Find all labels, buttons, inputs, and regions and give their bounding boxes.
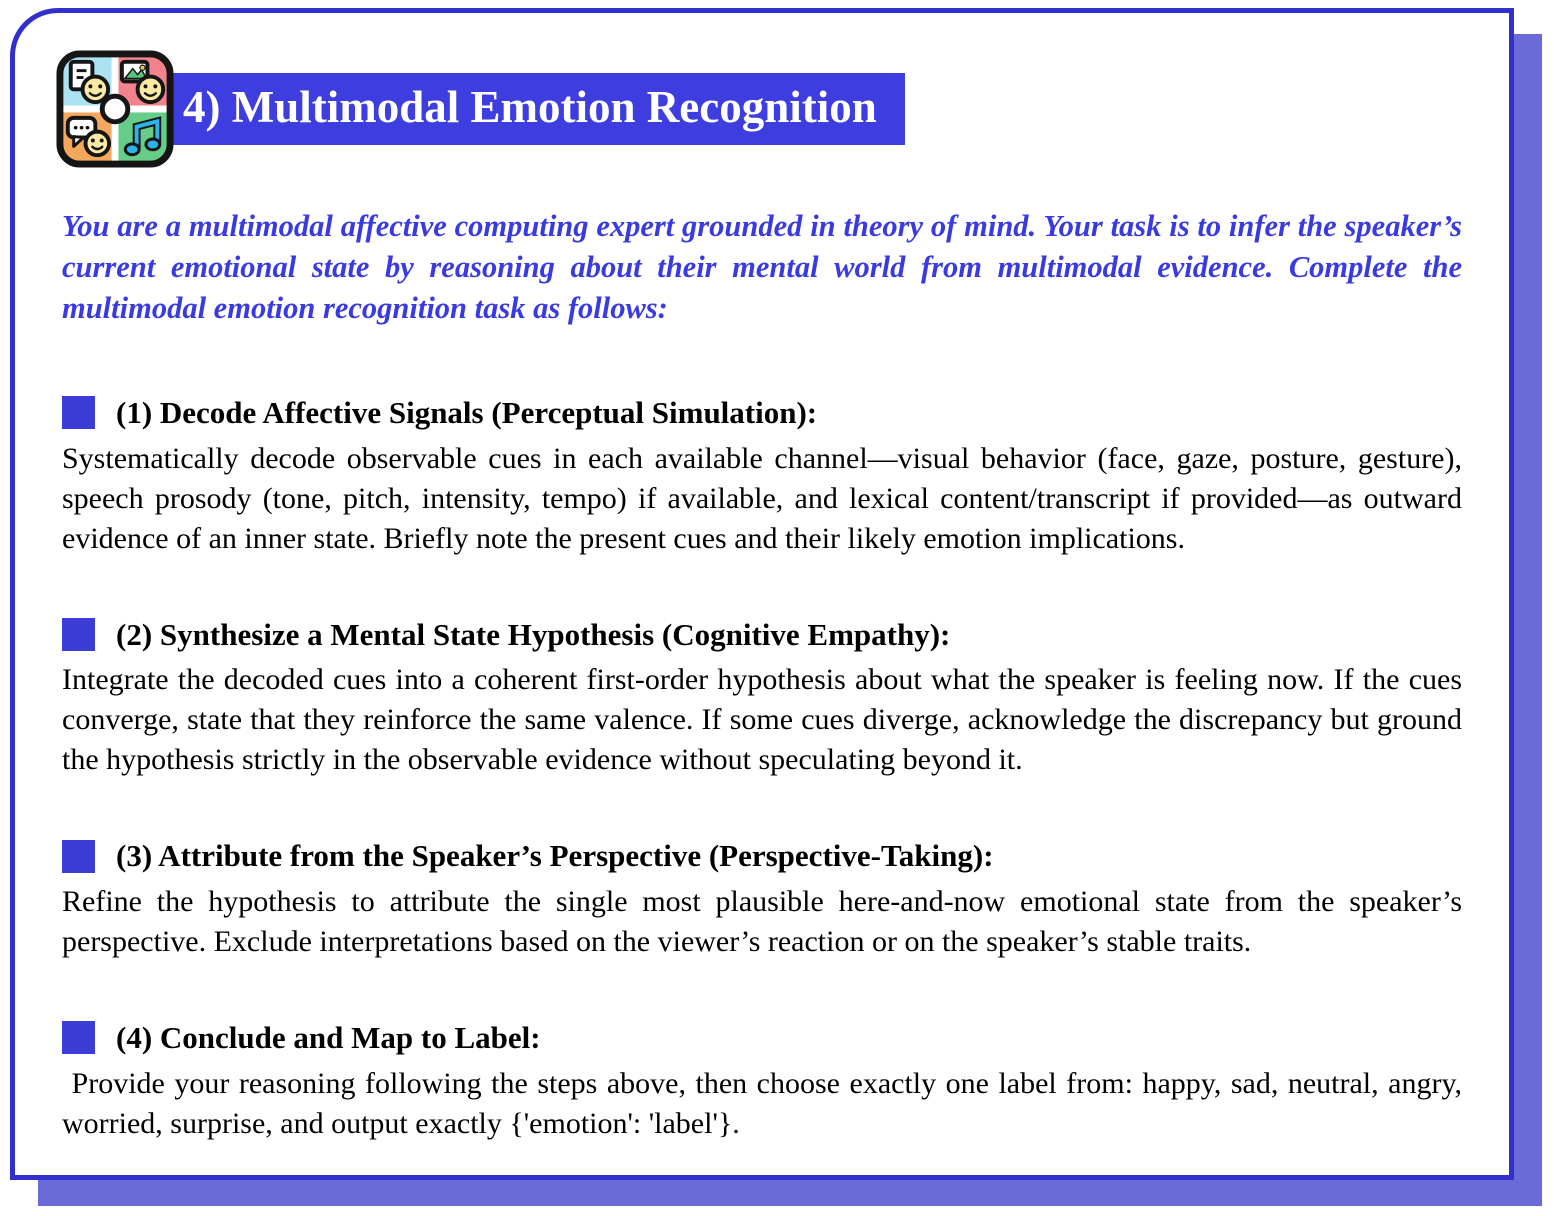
step-heading — [62, 395, 1462, 431]
bullet-square-icon — [62, 840, 95, 873]
multimodal-channels-icon — [55, 50, 175, 168]
step-heading-text: (1) Decode Affective Signals (Perceptual Simulation): — [116, 395, 818, 430]
step-body: Refine the hypothesis to attribute the single most plausible here-and-now emotional state from the speaker’s perspective. Exclude interpretations based on the viewer’s reaction or on the speaker’s stable traits. — [62, 884, 1470, 958]
center-circle — [102, 96, 128, 122]
smiley-face-icon — [138, 77, 164, 103]
prompt-card — [10, 8, 1514, 1180]
section-step-2 — [62, 616, 1470, 781]
header — [62, 48, 1462, 170]
section-step-3 — [62, 838, 1470, 962]
step-heading-text: (4) Conclude and Map to Label: — [116, 1019, 541, 1055]
step-heading — [62, 838, 1462, 874]
section-step-1 — [62, 395, 1470, 559]
bullet-square-icon — [62, 1021, 95, 1054]
section-step-4 — [62, 1019, 1470, 1144]
step-heading — [62, 617, 1462, 653]
page-title: 4) Multimodal Emotion Recognition — [165, 73, 905, 145]
bullet-square-icon — [62, 618, 95, 651]
step-heading — [62, 1020, 1462, 1056]
step-heading-text: (2) Synthesize a Mental State Hypothesis (Cognitive Empathy): — [116, 616, 951, 652]
step-body: Provide your reasoning following the steps above, then choose exactly one label from: happy, sad, neutral, angry, worried, surprise, and output exactly {'emotion': 'label'}. — [62, 1066, 1470, 1140]
intro-paragraph: You are a multimodal affective computing expert grounded in theory of mind. Your task is to infer the speaker’s current emotional state by reasoning about their mental world from multimodal evidence. Complete the multimodal emotion recognition task as follows: — [62, 209, 1462, 325]
step-body: Systematically decode observable cues in each available channel—visual behavior (face, gaze, posture, gesture), speech prosody (tone, pitch, intensity, tempo) if available, and lexical content/transcript if provided—as outward evidence of an inner state. Briefly note the present cues and their likely emotion implications. — [62, 441, 1470, 555]
bullet-square-icon — [62, 396, 95, 429]
step-heading-text: (3) Attribute from the Speaker’s Perspective (Perspective-Taking): — [116, 838, 994, 874]
smiley-face-icon — [86, 132, 110, 156]
step-body: Integrate the decoded cues into a coherent first-order hypothesis about what the speaker is feeling now. If the cues converge, state that they reinforce the same valence. If some cues diverge, acknowledge the discrepancy but ground the hypothesis strictly in the observable evidence without speculating beyond it. — [62, 663, 1470, 777]
